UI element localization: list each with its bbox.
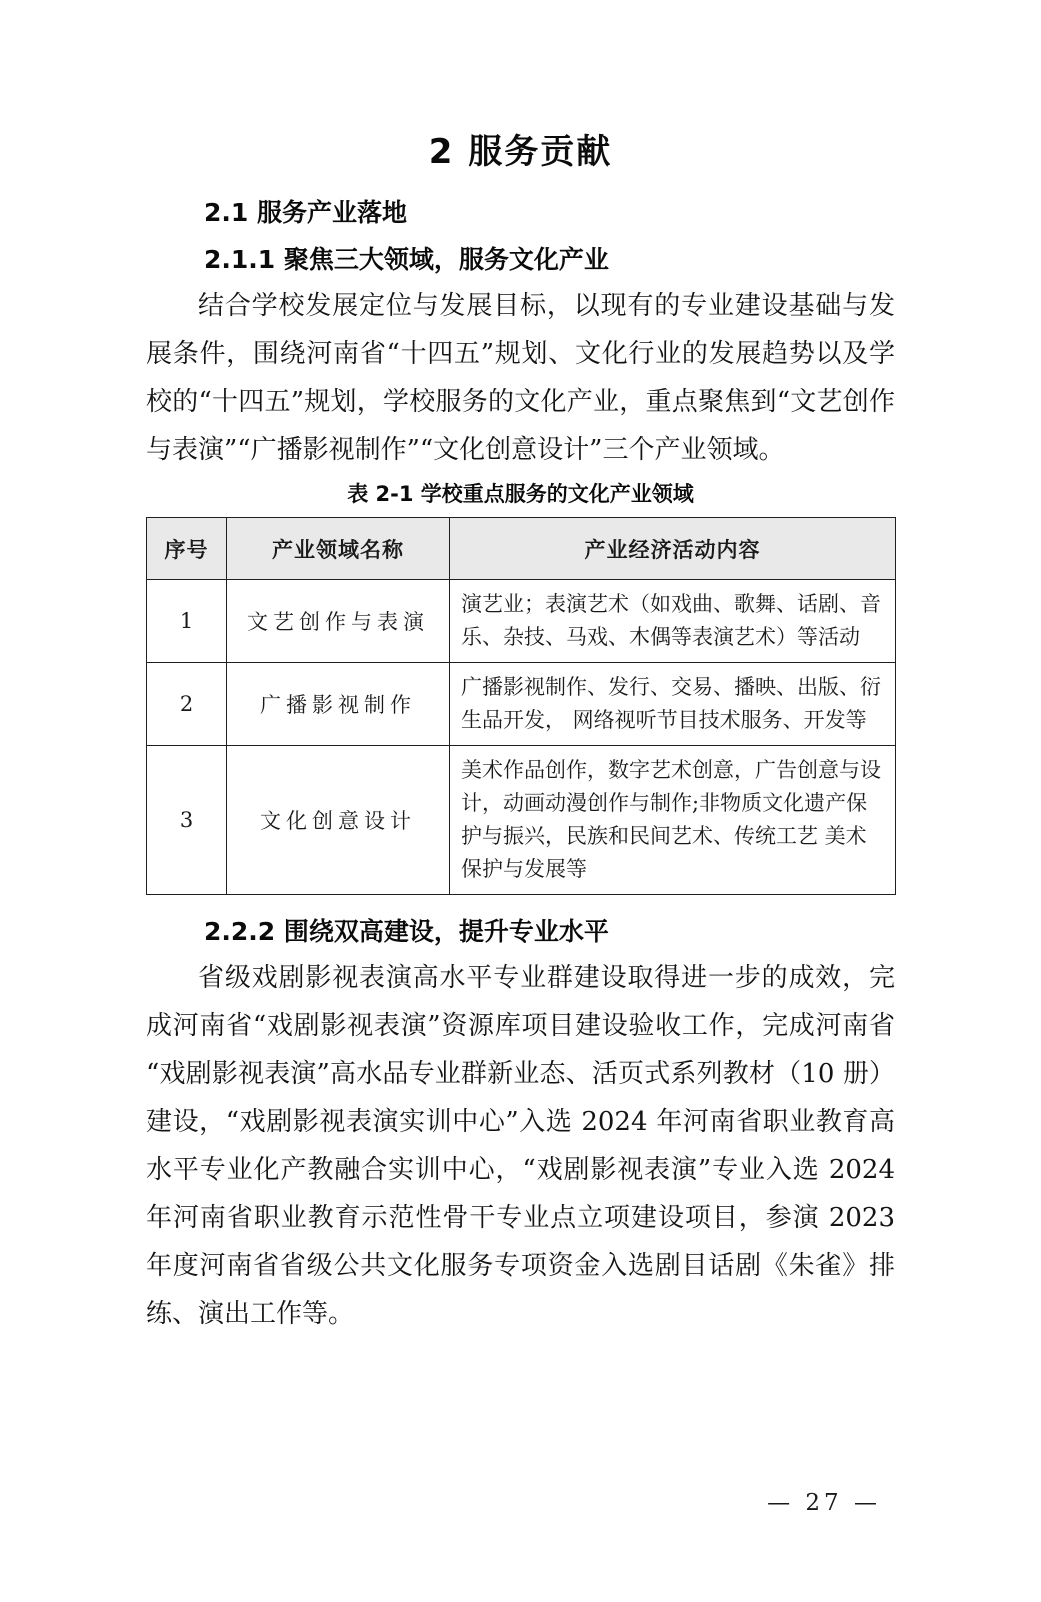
paragraph-industry-focus: 结合学校发展定位与发展目标，以现有的专业建设基础与发展条件，围绕河南省“十四五”规划、文化行业的发展趋势以及学校的“十四五”规划，学校服务的文化产业，重点聚焦到“文艺创作与表演”“广播影视制作”“文化创意设计”三个产业领域。	[146, 291, 895, 465]
row-3-name: 文化创意设计	[227, 746, 450, 895]
row-1-no: 1	[147, 580, 227, 663]
row-1-content: 演艺业；表演艺术（如戏曲、歌舞、话剧、音乐、杂技、马戏、木偶等表演艺术）等活动	[450, 580, 896, 663]
table-header-name: 产业领域名称	[227, 518, 450, 580]
row-3-no: 3	[147, 746, 227, 895]
row-2-content: 广播影视制作、发行、交易、播映、出版、衍生品开发， 网络视听节目技术服务、开发等	[450, 663, 896, 746]
table-row	[147, 580, 896, 663]
table-row	[147, 663, 896, 746]
table-header-no: 序号	[147, 518, 227, 580]
heading-2-1: 2.1 服务产业落地	[204, 198, 407, 227]
table-header-row	[147, 518, 896, 580]
table-header-content: 产业经济活动内容	[450, 518, 896, 580]
page-content	[0, 130, 1041, 1338]
paragraph-double-high: 省级戏剧影视表演高水平专业群建设取得进一步的成效，完成河南省“戏剧影视表演”资源库项目建设验收工作，完成河南省“戏剧影视表演”高水品专业群新业态、活页式系列教材（10 册）建设，“戏剧影视表演实训中心”入选 2024 年河南省职业教育高水平专业化产教融合实训中心，“戏剧影视表演”专业入选 2024 年河南省职业教育示范性骨干专业点立项建设项目，参演 2023 年度河南省省级公共文化服务专项资金入选剧目话剧《朱雀》排练、演出工作等。	[146, 963, 895, 1329]
table-row	[147, 746, 896, 895]
industry-areas-table	[146, 517, 896, 895]
heading-2-1-1: 2.1.1 聚焦三大领域，服务文化产业	[204, 245, 609, 274]
table-caption: 表 2-1 学校重点服务的文化产业领域	[347, 482, 694, 506]
row-2-no: 2	[147, 663, 227, 746]
page-number: — 27 —	[767, 1490, 881, 1516]
heading-2-2-2: 2.2.2 围绕双高建设，提升专业水平	[204, 917, 609, 946]
page-title: 2 服务贡献	[428, 132, 613, 172]
row-3-content: 美术作品创作，数字艺术创意，广告创意与设计，动画动漫创作与制作;非物质文化遗产保护与振兴，民族和民间艺术、传统工艺 美术保护与发展等	[450, 746, 896, 895]
document-page	[0, 130, 1041, 1602]
row-2-name: 广播影视制作	[227, 663, 450, 746]
row-1-name: 文艺创作与表演	[227, 580, 450, 663]
